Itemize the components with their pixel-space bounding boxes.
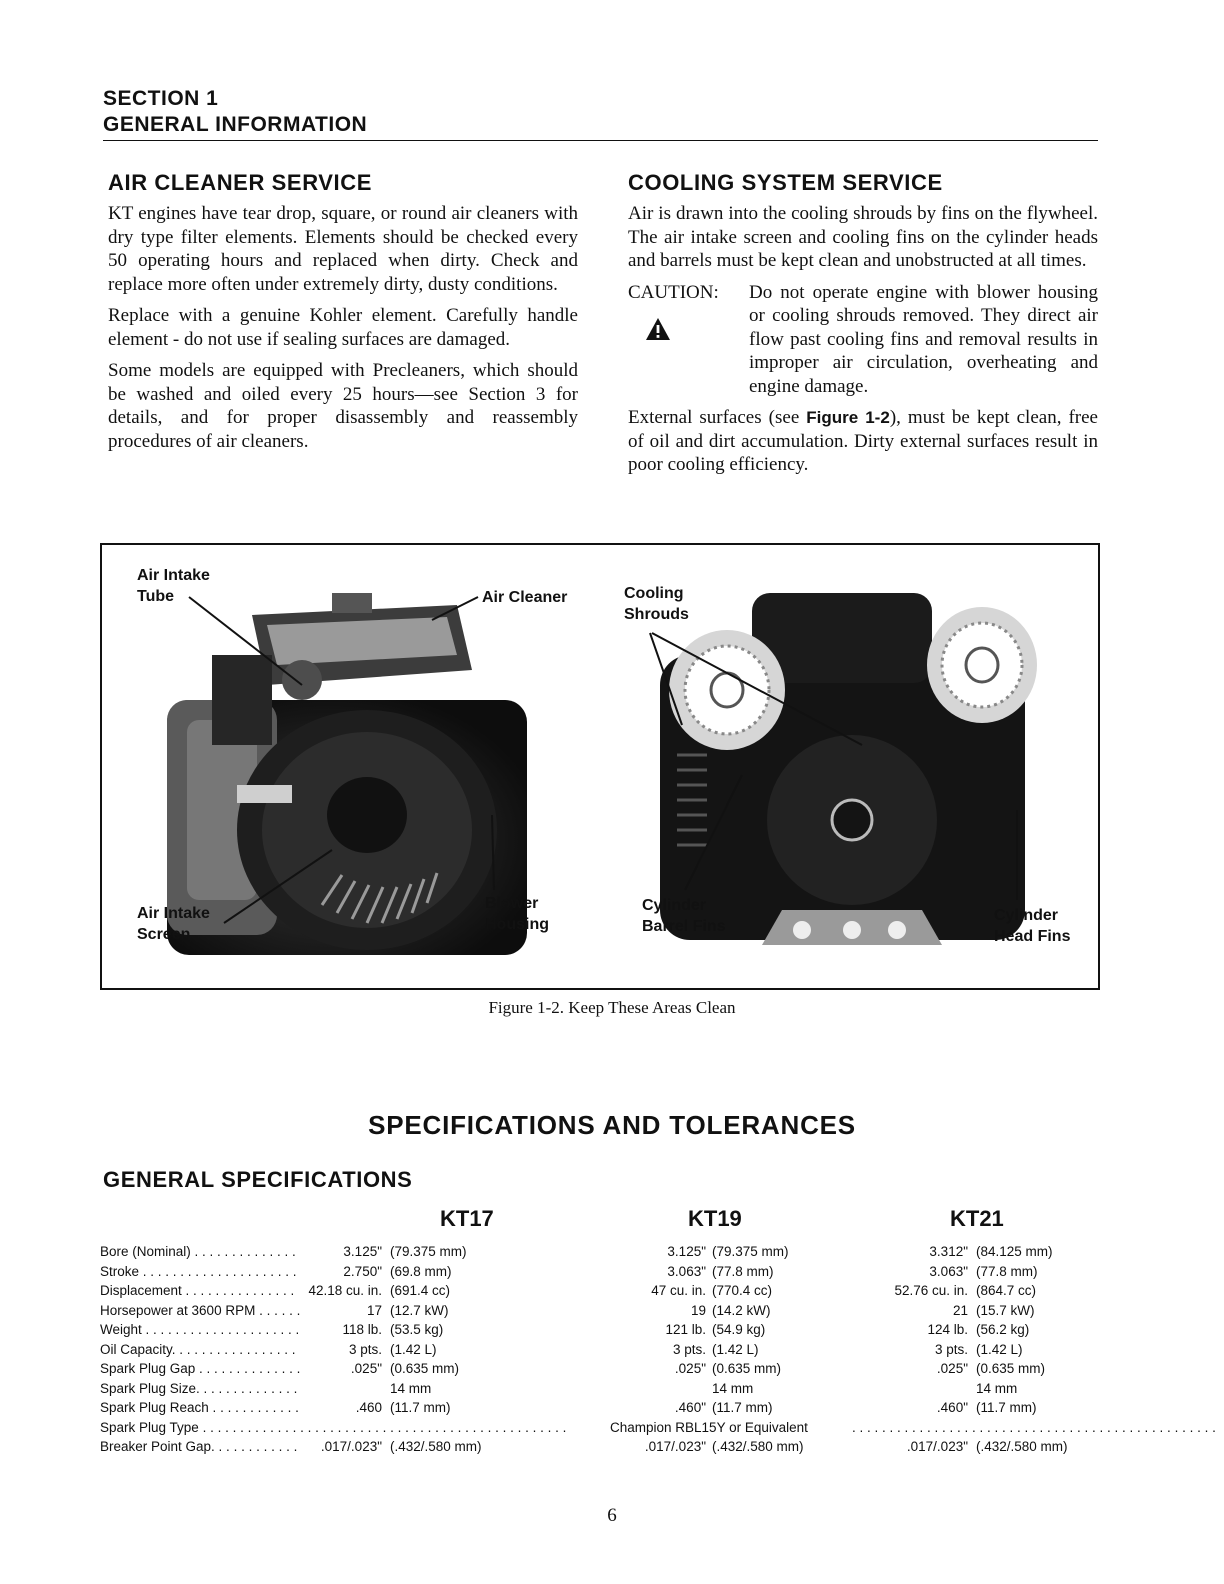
spec-metric-kt17: (11.7 mm) — [390, 1400, 451, 1415]
spec-table — [100, 1244, 1216, 1459]
plug-type-value: Champion RBL15Y or Equivalent — [610, 1419, 808, 1435]
leader-dots-right: . . . . . . . . . . . . . . . . . . . . . . . . . . . . . . . . . . . . . . . . . . . . . . . . . — [852, 1419, 1216, 1435]
label-blower-housing — [485, 893, 549, 935]
spec-value-kt21: 3 pts. — [934, 1341, 968, 1357]
spec-row-bore — [100, 1244, 1120, 1264]
label-cooling-shrouds-line-1: Cooling — [624, 585, 684, 602]
spec-row-horsepower — [100, 1303, 1120, 1323]
page-number: 6 — [607, 1505, 617, 1526]
warning-icon — [645, 317, 671, 341]
spec-metric-kt17: (12.7 kW) — [390, 1302, 449, 1318]
caution-text: Do not operate engine with blower housing or cooling shrouds removed. They direct air flow past cooling fins and removal results in improper air circulation, overheating and engine damage. — [749, 281, 1098, 397]
spec-metric-kt17: (0.635 mm) — [390, 1361, 460, 1376]
spec-metric-kt17: (1.42 L) — [390, 1341, 437, 1357]
label-blower-housing-line-1: Blower — [485, 895, 539, 912]
model-kt21-heading: KT21 — [950, 1206, 1004, 1231]
spec-row-oil-capacity — [100, 1342, 1120, 1362]
air-cleaner-heading: AIR CLEANER SERVICE — [108, 170, 373, 195]
spec-metric-kt21: (15.7 kW) — [976, 1302, 1035, 1318]
spec-metric-kt21: (84.125 mm) — [976, 1244, 1053, 1259]
spec-metric-kt19: (14.2 kW) — [712, 1302, 771, 1318]
spec-value-kt17: .017/.023" — [320, 1439, 382, 1454]
plug-type-label: Spark Plug Type — [100, 1419, 199, 1435]
cooling-paragraph-2 — [628, 406, 1098, 477]
spec-metric-kt21: (0.635 mm) — [976, 1361, 1046, 1376]
caution-label: CAUTION: — [628, 281, 719, 303]
spec-metric-kt19: (1.42 L) — [712, 1341, 759, 1357]
specs-title: SPECIFICATIONS AND TOLERANCES — [368, 1110, 856, 1140]
spec-metric-kt17: (691.4 cc) — [390, 1283, 451, 1298]
spec-value-kt21: .460" — [936, 1400, 968, 1415]
label-air-intake-tube-line-1: Air Intake — [137, 567, 210, 584]
spec-metric-kt21: (864.7 cc) — [976, 1283, 1037, 1298]
spec-value-kt21: 124 lb. — [927, 1322, 968, 1337]
spec-row-displacement — [100, 1283, 1120, 1303]
spec-value-kt21: 3.063" — [929, 1263, 968, 1279]
spec-value-kt17: 3 pts. — [348, 1341, 382, 1357]
spec-value-kt17: 17 — [366, 1302, 382, 1318]
spec-value-kt21: .025" — [936, 1361, 968, 1376]
label-cylinder-head-line-1: Cylinder — [994, 907, 1059, 924]
spec-value-kt19: .017/.023" — [644, 1439, 706, 1454]
spec-value-kt19: .025" — [674, 1361, 706, 1376]
spec-metric-kt19: (.432/.580 mm) — [712, 1439, 804, 1454]
spec-value-kt21: 52.76 cu. in. — [894, 1283, 968, 1298]
spec-metric-kt19: (11.7 mm) — [712, 1400, 773, 1415]
spec-metric-kt19: 14 mm — [712, 1380, 754, 1396]
label-cylinder-head-fins — [994, 905, 1070, 947]
spec-value-kt17: 3.125" — [343, 1244, 382, 1259]
spec-metric-kt21: 14 mm — [976, 1380, 1018, 1396]
section-number: SECTION 1 — [103, 87, 219, 110]
cooling-p2-end: ), must be kept clean, free of oil and dirt accumulation. Dirty external surfaces result in poor cooling efficiency. — [628, 407, 1098, 475]
figure-reference: Figure 1-2 — [806, 408, 890, 427]
spec-metric-kt19: (54.9 kg) — [712, 1322, 766, 1337]
label-cylinder-barrel-fins — [642, 895, 726, 937]
spec-value-kt19: .460" — [674, 1400, 706, 1415]
general-specs-heading: GENERAL SPECIFICATIONS — [103, 1167, 413, 1192]
spec-row-stroke — [100, 1264, 1120, 1284]
spec-value-kt17: 42.18 cu. in. — [308, 1283, 382, 1298]
spec-value-kt17: .460 — [355, 1400, 382, 1415]
cooling-paragraph-1: Air is drawn into the cooling shrouds by fins on the flywheel. The air intake screen and cooling fins on the cylinder heads and barrels must be kept clean and unobstructed at all times. — [628, 203, 1098, 271]
spec-value-kt17: 118 lb. — [342, 1322, 382, 1337]
spec-row-breaker-gap — [100, 1439, 1120, 1459]
label-cylinder-barrel-line-1: Cylinder — [642, 897, 707, 914]
spec-row-plug-size — [100, 1381, 1120, 1401]
spec-row-weight — [100, 1322, 1120, 1342]
section-divider — [103, 140, 1098, 141]
spec-label: Spark Plug Size. . . . . . . . . . . . . . — [100, 1380, 298, 1396]
spec-metric-kt19: (77.8 mm) — [712, 1263, 774, 1279]
label-cylinder-head-line-2: Head Fins — [994, 928, 1071, 945]
label-cooling-shrouds-line-2: Shrouds — [624, 606, 689, 623]
spec-metric-kt21: (11.7 mm) — [976, 1400, 1037, 1415]
label-air-intake-tube-line-2: Tube — [137, 588, 175, 605]
spec-label: Spark Plug Reach . . . . . . . . . . . . — [100, 1400, 299, 1415]
spec-metric-kt19: (770.4 cc) — [712, 1283, 773, 1298]
spec-label — [100, 1420, 566, 1435]
spec-metric-kt21: (77.8 mm) — [976, 1263, 1038, 1279]
label-cylinder-barrel-line-2: Barrel Fins — [642, 918, 726, 935]
figure-caption: Figure 1-2. Keep These Areas Clean — [488, 998, 736, 1017]
caution-block — [628, 281, 1098, 399]
spec-label: Weight . . . . . . . . . . . . . . . . . . . . . — [100, 1322, 300, 1337]
spec-label: Displacement . . . . . . . . . . . . . . . — [100, 1283, 295, 1298]
spec-value-kt19: 3.063" — [667, 1263, 706, 1279]
spec-value-kt17: 2.750" — [343, 1263, 382, 1279]
section-header — [103, 86, 1098, 138]
spec-row-plug-gap — [100, 1361, 1120, 1381]
spec-row-plug-type — [100, 1419, 1216, 1440]
spec-metric-kt17: (.432/.580 mm) — [390, 1439, 482, 1454]
spec-metric-kt19: (0.635 mm) — [712, 1361, 782, 1376]
spec-value-kt17: .025" — [350, 1361, 382, 1376]
spec-label: Horsepower at 3600 RPM . . . . . . — [100, 1302, 301, 1318]
spec-label: Stroke . . . . . . . . . . . . . . . . . . . . . — [100, 1263, 297, 1279]
spec-value-kt19: 121 lb. — [665, 1322, 706, 1337]
spec-metric-kt17: 14 mm — [390, 1380, 432, 1396]
label-air-intake-screen-line-1: Air Intake — [137, 905, 210, 922]
cooling-heading: COOLING SYSTEM SERVICE — [628, 170, 943, 195]
label-cooling-shrouds — [624, 583, 689, 625]
section-title: GENERAL INFORMATION — [103, 113, 368, 136]
air-cleaner-paragraph-2: Replace with a genuine Kohler element. Carefully handle element - do not use if sealing surfaces are damaged. — [108, 305, 578, 350]
spec-metric-kt19: (79.375 mm) — [712, 1244, 789, 1259]
air-cleaner-paragraph-3: Some models are equipped with Precleaners, which should be washed and oiled every 25 hours—see Section 3 for details, and for proper disassembly and reassembly procedures of air cleaners. — [108, 360, 578, 452]
spec-metric-kt17: (69.8 mm) — [390, 1263, 452, 1279]
label-air-intake-screen-line-2: Screen — [137, 926, 191, 943]
figure-box — [100, 543, 1100, 990]
air-cleaner-section — [108, 170, 578, 461]
label-air-intake-tube — [137, 565, 210, 607]
figure-leader-lines — [102, 545, 1098, 988]
cooling-p2-start: External surfaces (see — [628, 407, 807, 428]
leader-dots-left: . . . . . . . . . . . . . . . . . . . . . . . . . . . . . . . . . . . . . . . . . . . . . . . . . — [202, 1419, 567, 1435]
spec-label: Bore (Nominal) . . . . . . . . . . . . . . — [100, 1244, 296, 1259]
spec-value-kt21: 21 — [952, 1302, 968, 1318]
spec-metric-kt17: (53.5 kg) — [390, 1322, 444, 1337]
spec-label: Spark Plug Gap . . . . . . . . . . . . . . — [100, 1361, 301, 1376]
model-kt17-heading: KT17 — [440, 1206, 494, 1231]
spec-value-kt19: 19 — [690, 1302, 706, 1318]
spec-row-plug-reach — [100, 1400, 1120, 1420]
label-blower-housing-line-2: Housing — [485, 916, 549, 933]
spec-metric-kt21: (.432/.580 mm) — [976, 1439, 1068, 1454]
spec-value-kt21: .017/.023" — [906, 1439, 968, 1454]
label-air-cleaner-text: Air Cleaner — [482, 589, 568, 606]
spec-label: Breaker Point Gap. . . . . . . . . . . . — [100, 1439, 298, 1454]
spec-value-kt21: 3.312" — [929, 1244, 968, 1259]
spec-metric-kt21: (1.42 L) — [976, 1341, 1023, 1357]
spec-metric-kt17: (79.375 mm) — [390, 1244, 467, 1259]
spec-value-kt19: 3.125" — [667, 1244, 706, 1259]
label-air-cleaner — [482, 587, 567, 608]
spec-label: Oil Capacity. . . . . . . . . . . . . . . . . — [100, 1341, 296, 1357]
spec-metric-kt21: (56.2 kg) — [976, 1322, 1030, 1337]
label-air-intake-screen — [137, 903, 210, 945]
cooling-system-section — [628, 170, 1098, 485]
model-kt19-heading: KT19 — [688, 1206, 742, 1231]
air-cleaner-paragraph-1: KT engines have tear drop, square, or round air cleaners with dry type filter elements. Elements should be checked every 50 operating hours and replaced when dirty. Check and replace more often under extremely dirty, dusty conditions. — [108, 203, 578, 295]
spec-value-kt19: 3 pts. — [672, 1341, 706, 1357]
spec-value-kt19: 47 cu. in. — [651, 1283, 706, 1298]
